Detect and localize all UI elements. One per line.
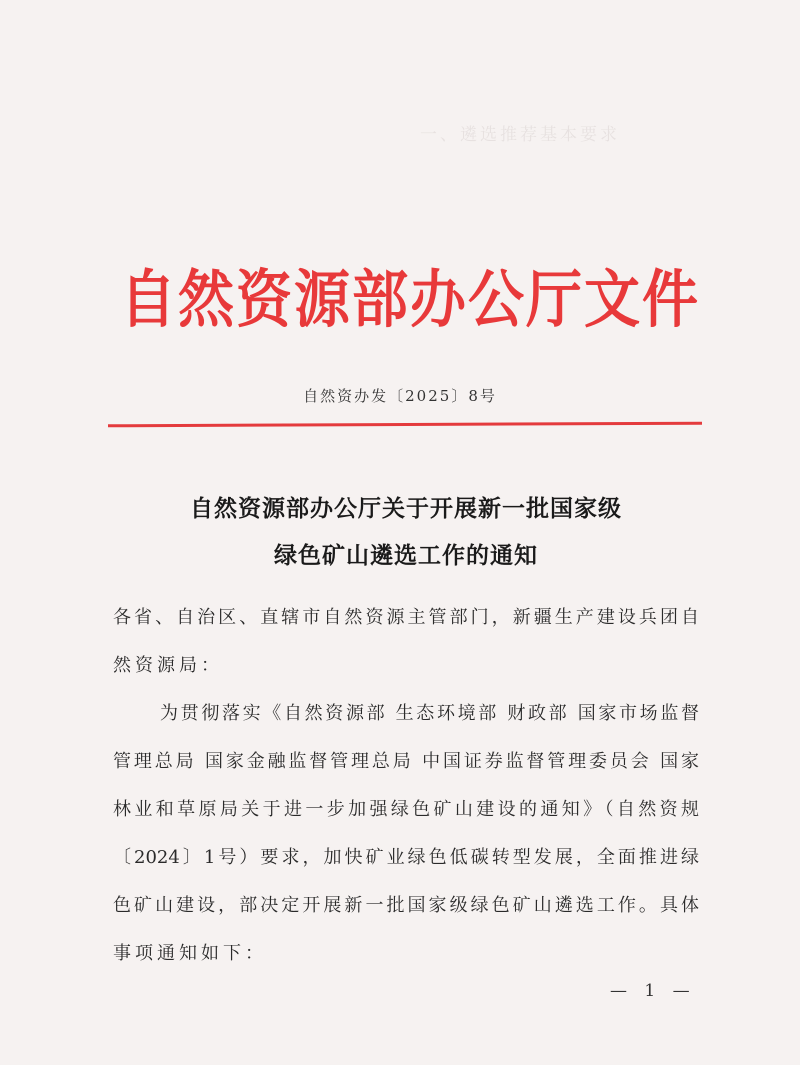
page-number: — 1 — [610, 981, 696, 1001]
notice-title-line-1: 自然资源部办公厅关于开展新一批国家级 [190, 495, 622, 522]
body-line: 事项通知如下： [113, 943, 267, 964]
body-line: 为贯彻落实《自然资源部 生态环境部 财政部 国家市场监督 [160, 703, 699, 724]
body-line: 林业和草原局关于进一步加强绿色矿山建设的通知》（自然资规 [113, 799, 699, 820]
body-line: 各省、自治区、直辖市自然资源主管部门，新疆生产建设兵团自 [113, 607, 699, 628]
bleed-through-text: 一、遴选推荐基本要求 [420, 125, 620, 145]
document-number: 自然资办发〔2025〕8号 [303, 387, 497, 405]
body-line: 〔2024〕1号）要求，加快矿业绿色低碳转型发展，全面推进绿 [113, 847, 699, 868]
body-line: 管理总局 国家金融监督管理总局 中国证券监督管理委员会 国家 [113, 751, 699, 772]
body-line: 然资源局： [113, 655, 223, 676]
issuer-heading: 自然资源部办公厅文件 [120, 263, 700, 337]
body-line: 色矿山建设，部决定开展新一批国家级绿色矿山遴选工作。具体 [113, 895, 699, 916]
red-divider-line [108, 422, 702, 428]
notice-title-line-2: 绿色矿山遴选工作的通知 [274, 542, 538, 569]
